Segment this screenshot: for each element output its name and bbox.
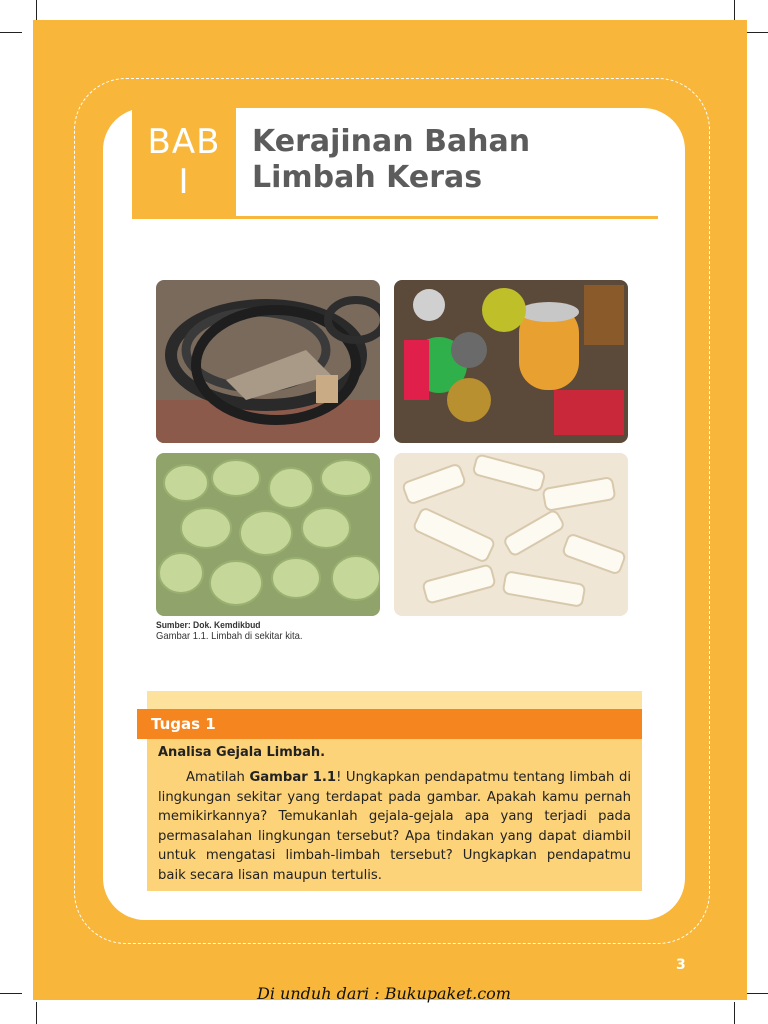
chapter-badge xyxy=(132,108,236,219)
green-cocoon-waste-photo xyxy=(156,453,380,616)
rubber-tube-waste-photo xyxy=(156,280,380,443)
chapter-title-line1: Kerajinan Bahan xyxy=(252,124,531,159)
chapter-label: BAB xyxy=(147,122,221,162)
task-text-rest: ! Ungkapkan pendapatmu tentang limbah di lingkungan sekitar yang terdapat pada gambar. Apakah kamu pernah memikirkannya? Temukanlah gejala-gejala apa yang terjadi pada permasalahan lingkungan tersebut? Apa tindakan yang dapat diambil untuk mengatasi limbah-limbah tersebut? Ungkapkan pendapatmu baik secara lisan maupun tertulis. xyxy=(158,770,631,883)
crop-mark xyxy=(734,1002,735,1024)
task-box-top xyxy=(147,691,642,711)
crop-mark xyxy=(734,0,735,22)
download-footer: Di unduh dari : Bukupaket.com xyxy=(257,984,511,1003)
figure-source: Sumber: Dok. Kemdikbud xyxy=(156,620,261,631)
chapter-title-line2: Limbah Keras xyxy=(252,160,483,195)
crop-mark xyxy=(746,32,768,33)
chapter-title xyxy=(252,124,652,196)
tin-can-waste-photo xyxy=(394,280,628,443)
task-subtitle: Analisa Gejala Limbah. xyxy=(158,745,326,760)
task-text-start: Amatilah xyxy=(186,770,250,785)
figure-caption: Gambar 1.1. Limbah di sekitar kita. xyxy=(156,630,303,642)
white-plastic-waste-photo xyxy=(394,453,628,616)
task-text xyxy=(158,768,631,885)
crop-mark xyxy=(36,1002,37,1024)
chapter-number: I xyxy=(178,162,190,202)
crop-mark xyxy=(0,32,22,33)
page-number: 3 xyxy=(676,957,686,973)
task-body xyxy=(147,739,642,891)
crop-mark xyxy=(36,0,37,22)
task-header: Tugas 1 xyxy=(137,709,642,739)
title-underline xyxy=(236,216,658,219)
figure-reference: Gambar 1.1 xyxy=(249,770,337,785)
